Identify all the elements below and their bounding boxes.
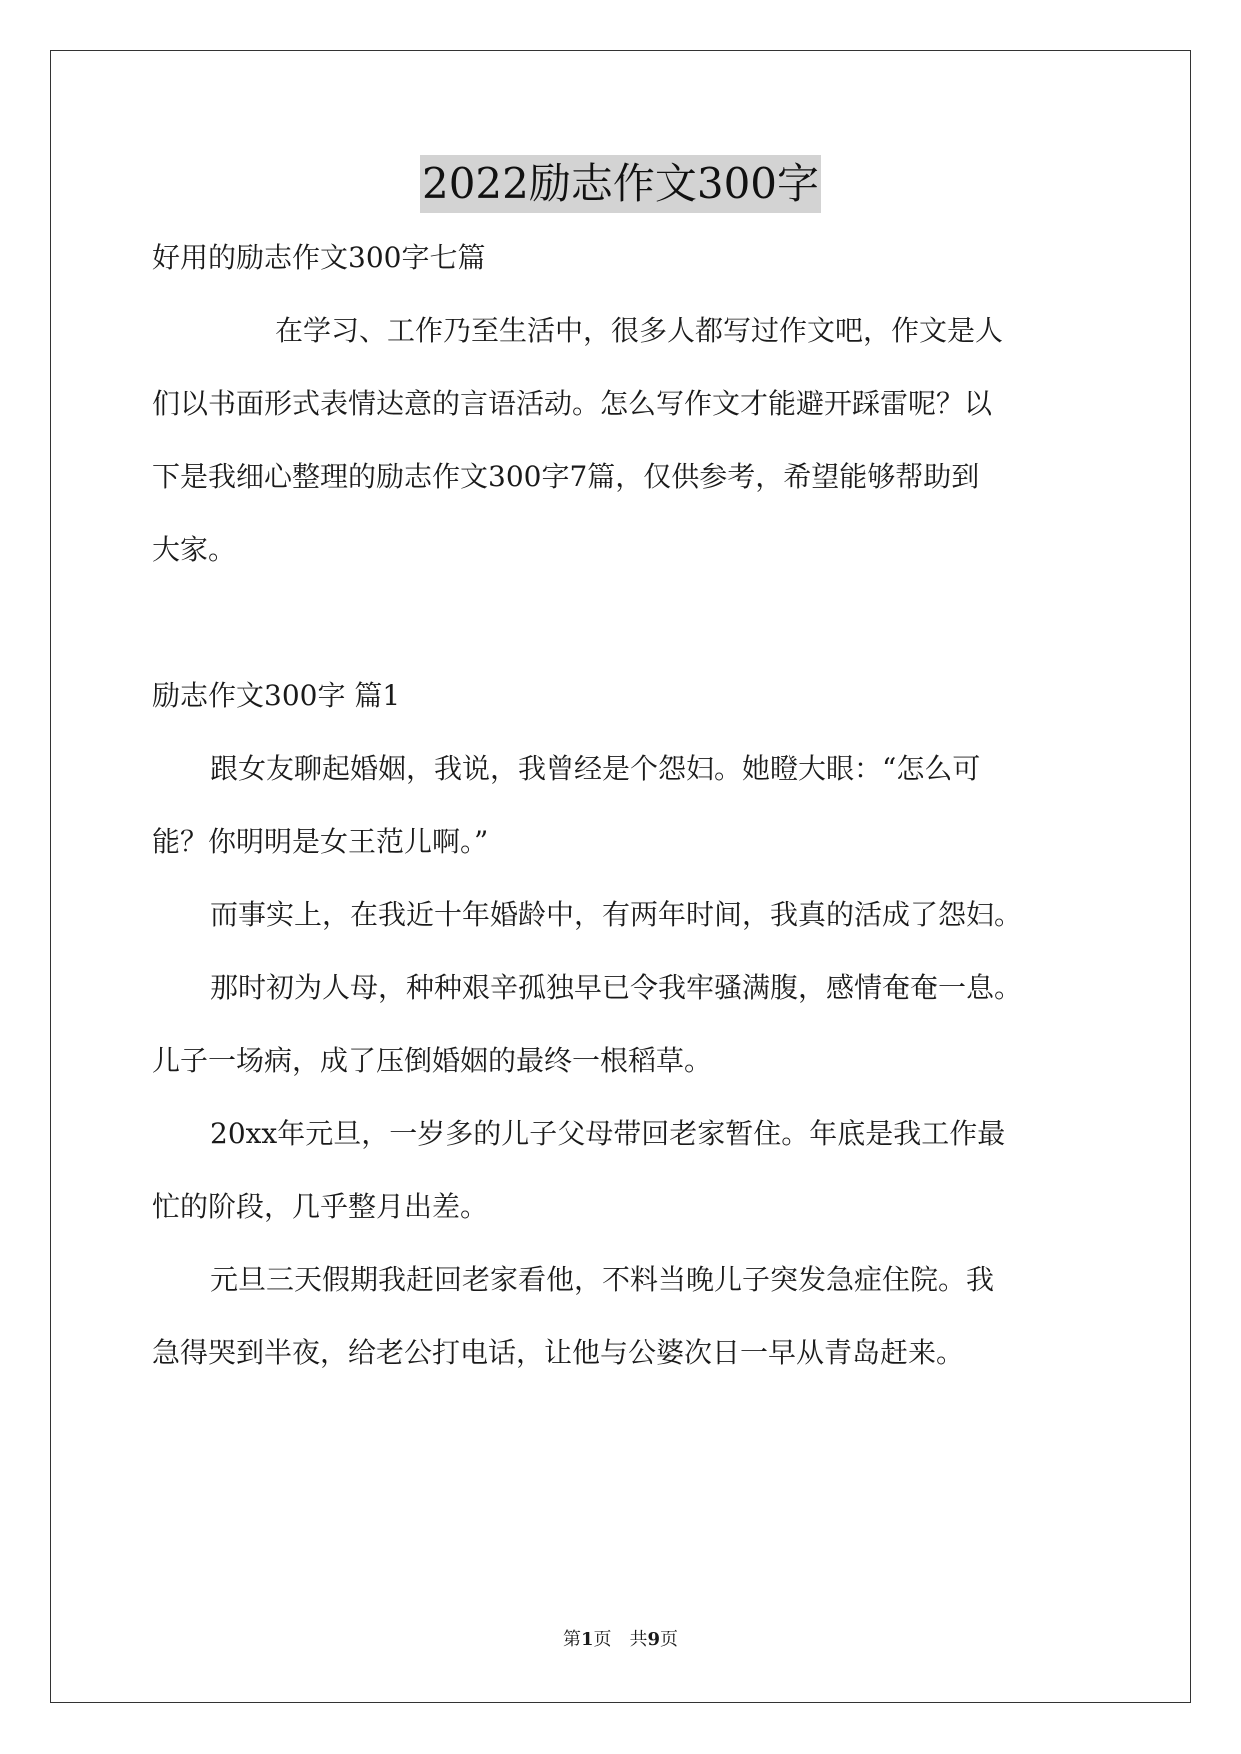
body-line-1: 跟女友聊起婚姻，我说，我曾经是个怨妇。她瞪大眼：“怎么可: [210, 752, 981, 785]
body-line-8: 元旦三天假期我赶回老家看他，不料当晚儿子突发急症住院。我: [210, 1263, 995, 1296]
title-container: [0, 155, 1241, 213]
intro-line-4: 大家。: [152, 533, 237, 566]
body-line-6: 20xx年元旦，一岁多的儿子父母带回老家暂住。年底是我工作最: [210, 1117, 1006, 1150]
intro-line-2: 们以书面形式表情达意的言语活动。怎么写作文才能避开踩雷呢？以: [152, 387, 993, 420]
page-prefix: 第: [562, 1629, 581, 1650]
total-suffix: 页: [660, 1629, 679, 1650]
document-title: 2022励志作文300字: [420, 155, 821, 213]
intro-line-3: 下是我细心整理的励志作文300字7篇，仅供参考，希望能够帮助到: [152, 460, 980, 493]
current-page-number: 1: [580, 1629, 594, 1650]
page-suffix: 页: [593, 1629, 612, 1650]
body-line-3: 而事实上，在我近十年婚龄中，有两年时间，我真的活成了怨妇。: [210, 898, 1023, 931]
body-line-4: 那时初为人母，种种艰辛孤独早已令我牢骚满腹，感情奄奄一息。: [210, 971, 1023, 1004]
total-prefix: 共: [629, 1629, 648, 1650]
body-line-9: 急得哭到半夜，给老公打电话，让他与公婆次日一早从青岛赶来。: [152, 1336, 965, 1369]
page-border: [50, 50, 1191, 1703]
body-line-2: 能？你明明是女王范儿啊。”: [152, 825, 489, 858]
body-line-5: 儿子一场病，成了压倒婚姻的最终一根稻草。: [152, 1044, 713, 1077]
total-page-number: 9: [647, 1629, 661, 1650]
document-subtitle: 好用的励志作文300字七篇: [152, 241, 486, 274]
page-footer: [0, 1627, 1241, 1653]
section-heading: 励志作文300字 篇1: [152, 679, 401, 712]
body-line-7: 忙的阶段，几乎整月出差。: [152, 1190, 489, 1223]
intro-line-1: 在学习、工作乃至生活中，很多人都写过作文吧，作文是人: [275, 314, 1004, 347]
